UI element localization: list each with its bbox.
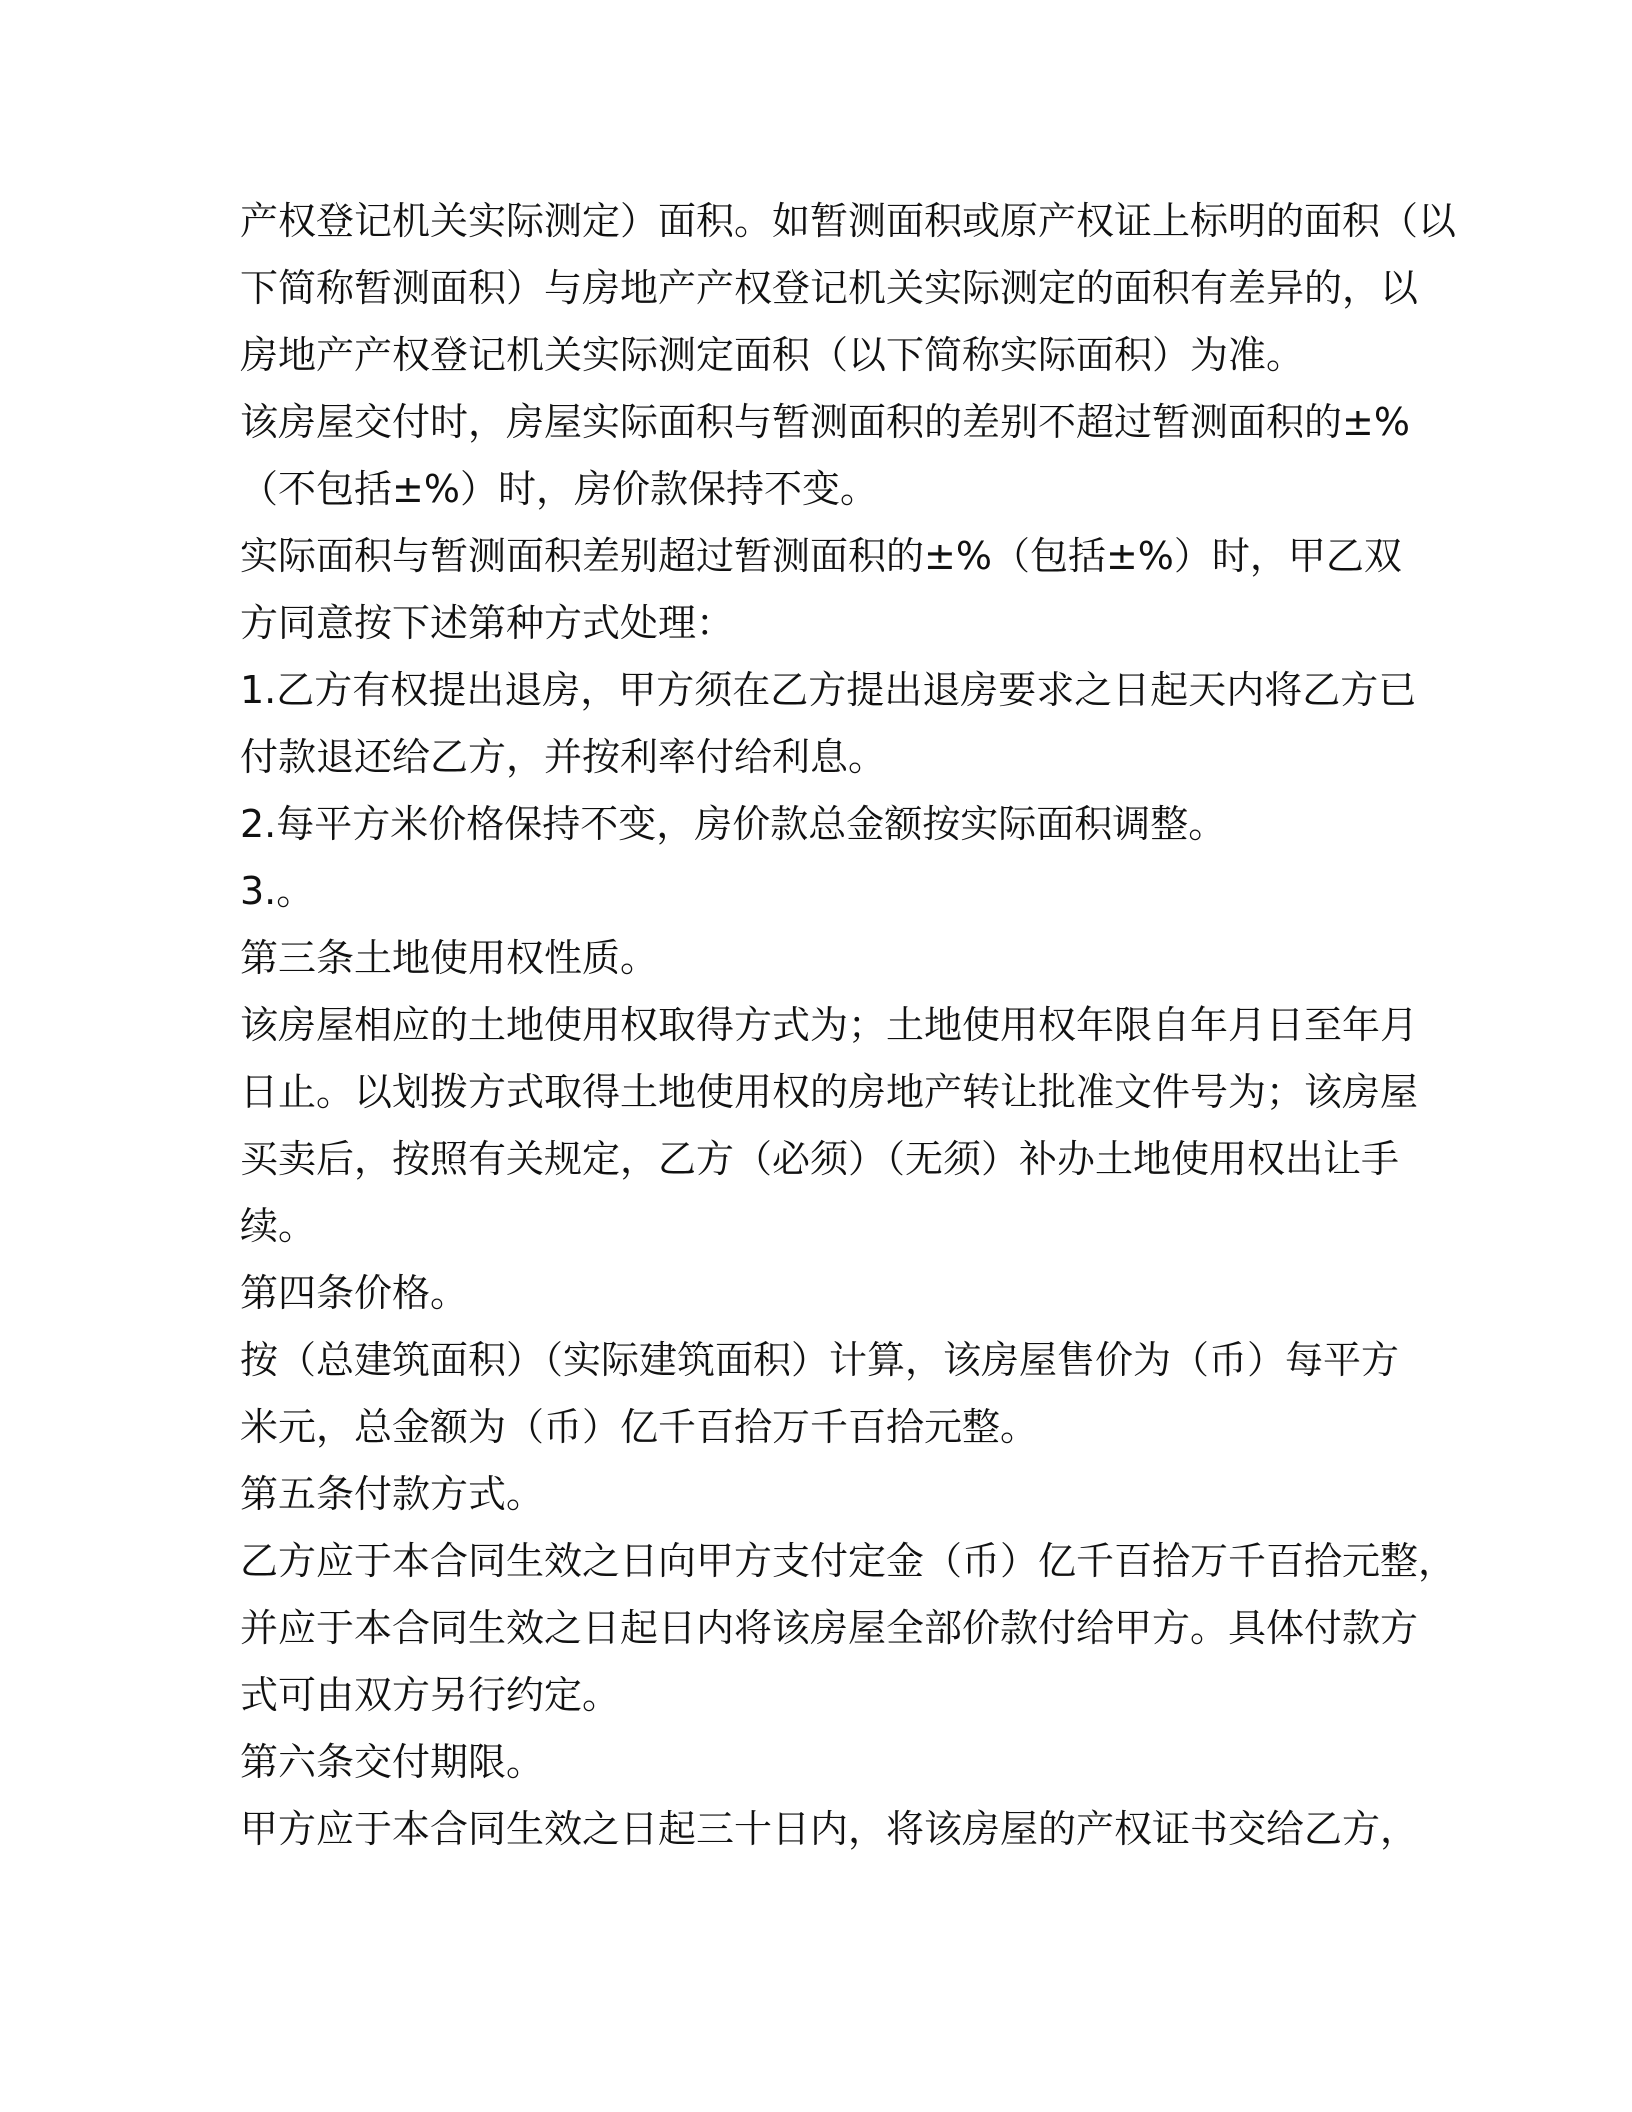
text-line: 日止。以划拨方式取得土地使用权的房地产转让批准文件号为；该房屋: [240, 1070, 1419, 1114]
section-heading: 第三条土地使用权性质。: [240, 936, 659, 980]
text-line: 房地产产权登记机关实际测定面积（以下简称实际面积）为准。: [240, 333, 1305, 377]
section-heading: 第五条付款方式。: [240, 1472, 545, 1516]
text-line: 2.每平方米价格保持不变，房价款总金额按实际面积调整。: [240, 802, 1227, 846]
text-line: 实际面积与暂测面积差别超过暂测面积的±%（包括±%）时，甲乙双: [240, 534, 1402, 578]
text-line: 式可由双方另行约定。: [240, 1673, 621, 1717]
text-line: 下简称暂测面积）与房地产产权登记机关实际测定的面积有差异的，以: [240, 266, 1419, 310]
text-line: 并应于本合同生效之日起日内将该房屋全部价款付给甲方。具体付款方: [240, 1606, 1419, 1650]
text-line: 方同意按下述第种方式处理：: [240, 601, 735, 645]
text-line: 按（总建筑面积）（实际建筑面积）计算，该房屋售价为（币）每平方: [240, 1338, 1400, 1382]
text-line: 米元，总金额为（币）亿千百拾万千百拾元整。: [240, 1405, 1039, 1449]
text-line: 甲方应于本合同生效之日起三十日内，将该房屋的产权证书交给乙方，: [240, 1807, 1419, 1851]
text-line: 续。: [240, 1204, 317, 1248]
text-line: 3.。: [240, 869, 315, 913]
text-line: 1.乙方有权提出退房，甲方须在乙方提出退房要求之日起天内将乙方已: [240, 668, 1417, 712]
text-line: 乙方应于本合同生效之日向甲方支付定金（币）亿千百拾万千百拾元整，: [240, 1539, 1457, 1583]
text-line: 产权登记机关实际测定）面积。如暂测面积或原产权证上标明的面积（以: [240, 199, 1457, 243]
text-line: 买卖后，按照有关规定，乙方（必须）（无须）补办土地使用权出让手: [240, 1137, 1400, 1181]
text-line: 该房屋交付时，房屋实际面积与暂测面积的差别不超过暂测面积的±%: [240, 400, 1410, 444]
document-body: [240, 188, 1457, 1863]
text-line: 该房屋相应的土地使用权取得方式为；土地使用权年限自年月日至年月: [240, 1003, 1419, 1047]
section-heading: 第四条价格。: [240, 1271, 469, 1315]
section-heading: 第六条交付期限。: [240, 1740, 545, 1784]
text-line: （不包括±%）时，房价款保持不变。: [240, 467, 878, 511]
text-line: 付款退还给乙方，并按利率付给利息。: [240, 735, 887, 779]
